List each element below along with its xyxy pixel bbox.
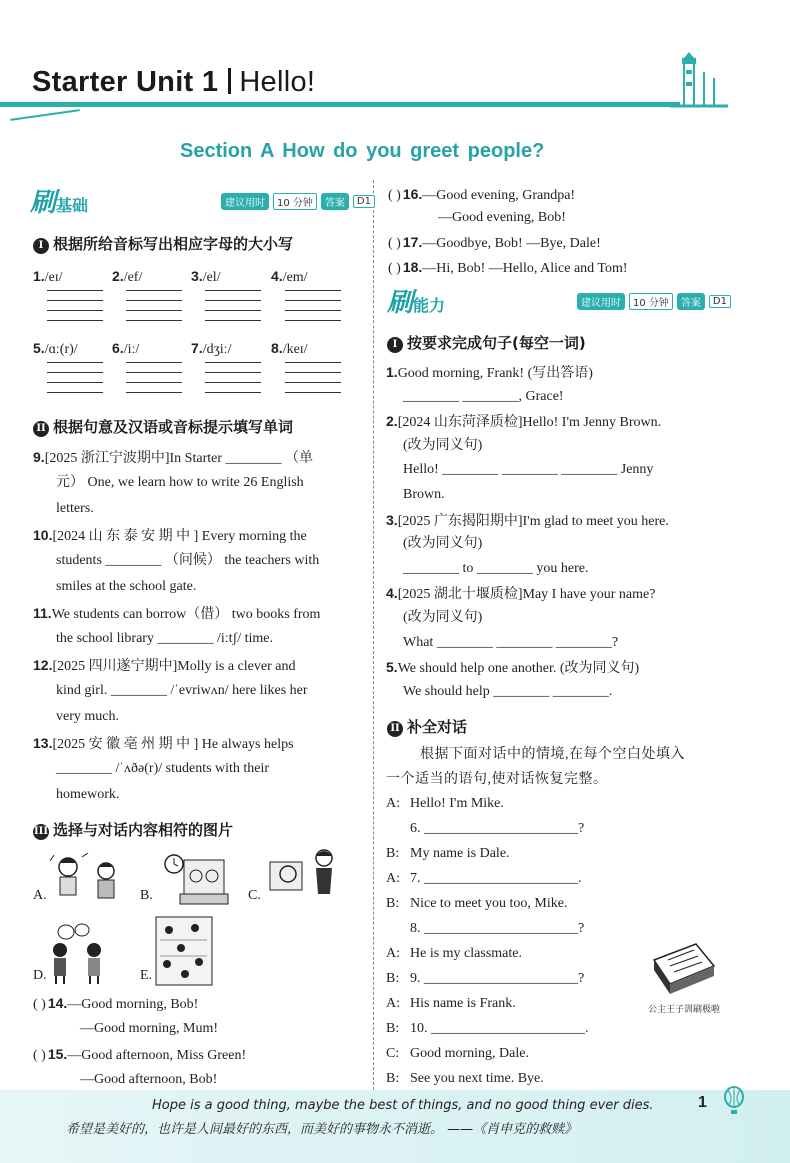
question-text: 元） One, we learn how to write 26 English xyxy=(56,475,304,490)
question-line xyxy=(56,501,94,517)
writing-line[interactable] xyxy=(205,310,261,311)
answer-paren[interactable]: ( ) xyxy=(388,236,401,251)
writing-line[interactable] xyxy=(126,290,182,291)
writing-line[interactable] xyxy=(205,392,261,393)
question-text: (改为同义句) xyxy=(403,610,483,625)
question-text: students ________ （问候） the teachers with xyxy=(56,553,320,568)
question-number: 14. xyxy=(47,995,68,1011)
roman-numeral: I xyxy=(387,337,403,353)
answer-label: 答案 xyxy=(677,293,705,310)
question-number: 5. xyxy=(33,340,45,356)
question-line xyxy=(386,659,639,677)
lighthouse-icon xyxy=(670,52,730,108)
dialog-text: 6. ______________________? xyxy=(410,821,585,836)
dialog-text: Good morning, Dale. xyxy=(410,1046,529,1061)
question-line xyxy=(56,761,269,777)
unit-name: Starter Unit 1 xyxy=(32,66,219,98)
dialog-text: See you next time. Bye. xyxy=(410,1071,544,1086)
ipa-item xyxy=(191,268,221,286)
question-text: kind girl. ________ /ˈevriwʌn/ here likes her xyxy=(56,683,308,698)
question-line xyxy=(33,735,294,753)
question-line xyxy=(386,413,661,431)
dialog-line xyxy=(386,1021,589,1037)
question-number: 17. xyxy=(402,234,423,250)
section-title: Section A How do you greet people? xyxy=(180,140,545,162)
question-number: 12. xyxy=(33,657,53,673)
speaker-label: A: xyxy=(386,796,400,811)
question-text: [2025 广东揭阳期中]I'm glad to meet you here. xyxy=(397,513,669,529)
question-line xyxy=(386,364,593,382)
ipa-symbol: /dʒiː/ xyxy=(202,342,232,357)
writing-line[interactable] xyxy=(285,300,341,301)
picture-d-two-kids-image xyxy=(46,922,116,986)
ability-label: 能力 xyxy=(413,296,446,315)
writing-line[interactable] xyxy=(47,300,103,301)
question-text: letters. xyxy=(56,501,94,516)
time-label: 建议用时 xyxy=(221,193,269,210)
question-line xyxy=(403,462,653,478)
writing-line[interactable] xyxy=(126,300,182,301)
writing-line[interactable] xyxy=(126,382,182,383)
basic-section-label xyxy=(30,182,88,219)
question-text: [2025 四川遂宁期中]Molly is a clever and xyxy=(52,659,296,674)
question-line xyxy=(403,487,445,503)
picture-label-d: D. xyxy=(33,968,47,983)
question-text: ________ /ˈʌðə(r)/ students with their xyxy=(56,761,270,776)
dialog-text: My name is Dale. xyxy=(410,846,510,861)
ability-part1-title: 按要求完成句子(每空一词) xyxy=(407,334,586,352)
writing-line[interactable] xyxy=(47,362,103,363)
column-divider xyxy=(373,180,374,1090)
speaker-label: B: xyxy=(386,1071,400,1086)
dialog-line-1: —Good afternoon, Miss Green! xyxy=(67,1048,247,1063)
question-text: What ________ ________ ________? xyxy=(403,634,619,650)
answer-paren[interactable]: ( ) xyxy=(33,1048,46,1063)
part3-heading xyxy=(33,819,233,840)
question-line xyxy=(56,475,304,491)
answer-page: D1 xyxy=(709,295,731,308)
question-number: 18. xyxy=(402,259,423,275)
picture-label-e: E. xyxy=(140,968,153,983)
writing-line[interactable] xyxy=(205,362,261,363)
question-line xyxy=(403,561,588,577)
speaker-label: B: xyxy=(386,971,400,986)
dialog-line xyxy=(386,821,584,837)
question-number: 13. xyxy=(33,735,53,751)
question-text: Good morning, Frank! (写出答语) xyxy=(397,366,593,381)
answer-paren[interactable]: ( ) xyxy=(388,261,401,276)
question-line xyxy=(403,610,482,626)
question-text: [2025 湖北十堰质检]May I have your name? xyxy=(397,587,656,603)
ipa-symbol: /keɪ/ xyxy=(282,342,308,357)
book-stack-icon xyxy=(648,940,718,1000)
question-text: ________ ________, Grace! xyxy=(403,388,564,404)
choice-question xyxy=(388,186,575,204)
dialog-line-1: —Hi, Bob! —Hello, Alice and Tom! xyxy=(422,261,628,276)
question-number: 15. xyxy=(47,1046,68,1062)
dialog-text: His name is Frank. xyxy=(410,996,516,1011)
writing-line[interactable] xyxy=(205,372,261,373)
dialog-line-2: —Good evening, Bob! xyxy=(438,210,566,225)
dialog-line-1: —Good evening, Grandpa! xyxy=(422,188,576,203)
question-line xyxy=(403,389,564,405)
question-text: (改为同义句) xyxy=(403,536,483,552)
writing-line[interactable] xyxy=(285,362,341,363)
dialog-line xyxy=(386,846,510,862)
question-line xyxy=(386,512,669,530)
writing-line[interactable] xyxy=(126,362,182,363)
question-line xyxy=(56,579,196,595)
writing-line[interactable] xyxy=(47,310,103,311)
dialog-text: 7. ______________________. xyxy=(410,871,582,886)
question-number: 4. xyxy=(386,585,398,602)
dialog-line xyxy=(386,896,567,912)
dialog-line xyxy=(386,946,522,962)
writing-line[interactable] xyxy=(47,392,103,393)
choice-question xyxy=(388,234,601,252)
ipa-symbol: /ef/ xyxy=(123,270,143,285)
dialog-line-2: —Good morning, Mum! xyxy=(80,1021,219,1036)
writing-line[interactable] xyxy=(205,382,261,383)
question-text: We should help ________ ________. xyxy=(403,683,613,699)
question-line xyxy=(56,787,119,803)
picture-label-c: C. xyxy=(248,888,261,903)
question-line xyxy=(33,449,313,467)
book-caption: 公主王子训刷极啦 xyxy=(648,1005,721,1015)
dialog-text: 9. ______________________? xyxy=(410,971,585,986)
footer-quote-cn: 希望是美好的，也许是人间最好的东西，而美好的事物永不消逝。 ——《肖申克的救赎》 xyxy=(66,1122,578,1137)
question-number: 7. xyxy=(191,340,203,356)
part3-title: 选择与对话内容相符的图片 xyxy=(53,821,234,839)
writing-line[interactable] xyxy=(205,320,261,321)
question-line xyxy=(56,683,308,699)
answer-label: 答案 xyxy=(321,193,349,210)
writing-line[interactable] xyxy=(126,392,182,393)
ability-part2-heading xyxy=(387,716,467,737)
dialog-text: Hello! I'm Mike. xyxy=(410,796,504,811)
question-text: [2025 安 徽 亳 州 期 中 ] He always helps xyxy=(52,737,294,752)
answer-page: D1 xyxy=(353,195,375,208)
question-number: 11. xyxy=(33,605,52,621)
ipa-symbol: /iː/ xyxy=(123,342,140,357)
question-line xyxy=(403,438,482,454)
question-text: Brown. xyxy=(403,487,445,502)
dialog-line-1: —Good morning, Bob! xyxy=(67,997,199,1012)
writing-line[interactable] xyxy=(285,382,341,383)
question-number: 16. xyxy=(402,186,423,202)
question-text: [2024 山东菏泽质检]Hello! I'm Jenny Brown. xyxy=(397,415,662,431)
question-line xyxy=(56,709,119,725)
question-number: 5. xyxy=(386,659,398,676)
answer-paren[interactable]: ( ) xyxy=(388,188,401,203)
part1-title: 根据所给音标写出相应字母的大小写 xyxy=(53,235,294,253)
header-swoosh xyxy=(10,109,80,121)
shua-char: 刷 xyxy=(30,188,57,218)
header-rule xyxy=(0,102,680,107)
ipa-item xyxy=(33,340,78,358)
unit-header xyxy=(32,66,315,99)
question-line xyxy=(386,585,655,603)
dialog-line xyxy=(386,796,504,812)
question-text: [2025 浙江宁波期中]In Starter ________ （单 xyxy=(44,451,313,466)
question-number: 1. xyxy=(386,364,398,380)
ipa-item xyxy=(191,340,231,358)
question-number: 3. xyxy=(386,511,398,528)
question-number: 10. xyxy=(33,527,53,543)
ipa-item xyxy=(271,340,308,358)
roman-numeral: III xyxy=(33,824,49,840)
dialog-line xyxy=(386,1071,544,1087)
dialog-text: 8. ______________________? xyxy=(410,921,585,936)
dialog-line xyxy=(386,871,582,887)
question-number: 1. xyxy=(33,268,45,284)
writing-line[interactable] xyxy=(285,290,341,291)
dialog-text: He is my classmate. xyxy=(410,946,522,961)
question-text: ________ to ________ you here. xyxy=(403,560,589,576)
writing-line[interactable] xyxy=(126,372,182,373)
writing-line[interactable] xyxy=(126,320,182,321)
ability-part2-title: 补全对话 xyxy=(407,718,468,736)
writing-line[interactable] xyxy=(47,320,103,321)
time-value: 10 分钟 xyxy=(629,293,673,310)
dialog-line xyxy=(386,921,584,937)
header-separator xyxy=(228,68,231,94)
ipa-item xyxy=(112,340,139,358)
dialog-instructions-line1: 根据下面对话中的情境,在每个空白处填入 xyxy=(420,747,685,762)
dialog-instructions-line2: 一个适当的语句,使对话恢复完整。 xyxy=(386,772,608,787)
question-text: We students can borrow（借） two books from xyxy=(51,607,321,622)
part1-heading xyxy=(33,233,293,254)
writing-line[interactable] xyxy=(47,290,103,291)
part2-heading xyxy=(33,416,293,437)
roman-numeral: II xyxy=(33,421,49,437)
speaker-label: C: xyxy=(386,1046,400,1061)
choice-question xyxy=(33,995,198,1013)
question-number: 8. xyxy=(271,340,283,356)
writing-line[interactable] xyxy=(285,392,341,393)
question-number: 9. xyxy=(33,449,45,465)
writing-line[interactable] xyxy=(126,310,182,311)
writing-line[interactable] xyxy=(205,290,261,291)
question-line xyxy=(56,553,319,569)
ipa-symbol: /el/ xyxy=(202,270,221,285)
dialog-text: 10. ______________________. xyxy=(410,1021,589,1036)
picture-label-b: B. xyxy=(140,888,153,903)
question-number: 6. xyxy=(112,340,124,356)
writing-line[interactable] xyxy=(205,300,261,301)
picture-label-a: A. xyxy=(33,888,47,903)
unit-title: Hello! xyxy=(239,66,316,98)
roman-numeral: I xyxy=(33,238,49,254)
question-number: 4. xyxy=(271,268,283,284)
writing-line[interactable] xyxy=(285,372,341,373)
time-label: 建议用时 xyxy=(577,293,625,310)
roman-numeral: II xyxy=(387,721,403,737)
question-line xyxy=(56,631,273,647)
question-text: homework. xyxy=(56,787,120,802)
question-number: 3. xyxy=(191,268,203,284)
dialog-line xyxy=(386,996,516,1012)
question-number: 2. xyxy=(386,413,398,430)
question-line xyxy=(33,527,307,545)
ipa-symbol: /eɪ/ xyxy=(44,270,63,285)
ability-section-label xyxy=(387,282,445,319)
question-line xyxy=(33,605,320,623)
choice-question xyxy=(388,259,628,277)
question-text: We should help one another. (改为同义句) xyxy=(397,661,640,677)
writing-line[interactable] xyxy=(47,382,103,383)
dialog-line-2: —Good afternoon, Bob! xyxy=(80,1072,218,1087)
speaker-label: A: xyxy=(386,871,400,886)
question-line xyxy=(403,635,618,651)
question-line xyxy=(33,657,295,675)
time-value: 10 分钟 xyxy=(273,193,317,210)
ipa-symbol: /ɑː(r)/ xyxy=(44,342,78,357)
picture-e-playground-image xyxy=(155,916,213,986)
question-text: the school library ________ /iːtʃ/ time. xyxy=(56,631,273,646)
speaker-label: B: xyxy=(386,846,400,861)
choice-question xyxy=(33,1046,246,1064)
dialog-line-1: —Goodbye, Bob! —Bye, Dale! xyxy=(422,236,601,251)
question-text: Hello! ________ ________ ________ Jenny xyxy=(403,462,654,478)
question-text: [2024 山 东 泰 安 期 中 ] Every morning the xyxy=(52,529,307,544)
speaker-label: B: xyxy=(386,896,400,911)
ipa-item xyxy=(33,268,63,286)
hot-air-balloon-icon xyxy=(722,1086,746,1116)
answer-paren[interactable]: ( ) xyxy=(33,997,46,1012)
dialog-text: Nice to meet you too, Mike. xyxy=(410,896,568,911)
writing-line[interactable] xyxy=(47,372,103,373)
speaker-label: A: xyxy=(386,946,400,961)
part2-title: 根据句意及汉语或音标提示填写单词 xyxy=(53,418,294,436)
ability-part1-heading xyxy=(387,332,586,353)
question-text: (改为同义句) xyxy=(403,437,483,453)
time-badge xyxy=(221,193,375,210)
footer-quote-en: Hope is a good thing, maybe the best of things, and no good thing ever dies. xyxy=(152,1098,654,1113)
dialog-line xyxy=(386,971,584,987)
question-text: smiles at the school gate. xyxy=(56,579,197,594)
writing-line[interactable] xyxy=(285,310,341,311)
question-number: 2. xyxy=(112,268,124,284)
picture-b-clock-family-image xyxy=(160,852,240,908)
dialog-line xyxy=(386,1046,529,1062)
speaker-label: B: xyxy=(386,1021,400,1036)
picture-a-mother-boy-image xyxy=(46,853,136,905)
ipa-item xyxy=(112,268,142,286)
question-text: very much. xyxy=(56,709,119,724)
writing-line[interactable] xyxy=(285,320,341,321)
picture-c-teacher-student-image xyxy=(268,848,348,904)
question-line xyxy=(403,684,612,700)
question-line xyxy=(403,536,482,552)
ipa-symbol: /em/ xyxy=(282,270,308,285)
speaker-label: A: xyxy=(386,996,400,1011)
page-number: 1 xyxy=(698,1094,707,1111)
shua-char: 刷 xyxy=(387,288,414,318)
time-badge xyxy=(577,293,731,310)
ipa-item xyxy=(271,268,308,286)
basic-label: 基础 xyxy=(56,196,89,215)
